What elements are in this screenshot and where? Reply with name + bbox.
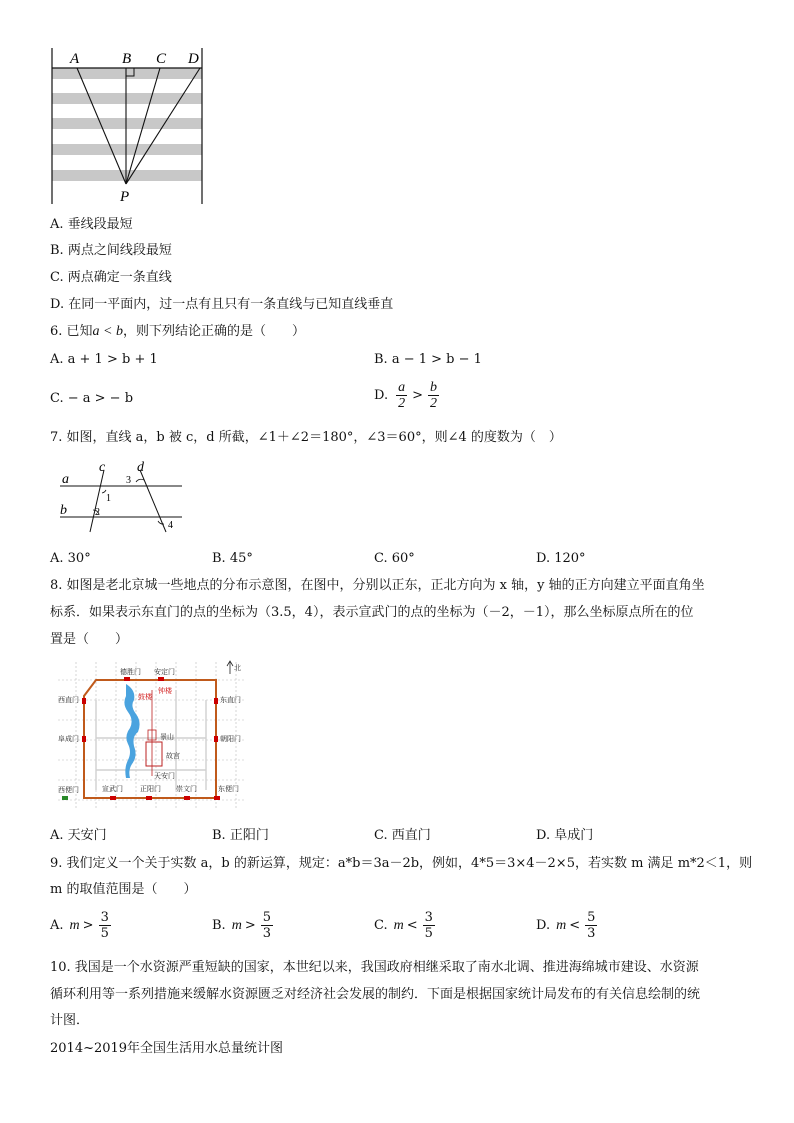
map-label-zhengyangmen: 正阳门 <box>140 785 161 793</box>
label-c: C <box>156 51 167 67</box>
q6-stem <box>50 324 305 340</box>
q5-option-d: D. 在同一平面内，过一点有且只有一条直线与已知直线垂直 <box>50 297 394 312</box>
beijing-map <box>56 660 246 816</box>
q7-option-d: D. 120° <box>536 551 586 566</box>
q7-label-a: a <box>62 472 69 487</box>
label-d: D <box>188 51 199 67</box>
q5-option-a: A. 垂线段最短 <box>50 217 133 232</box>
map-label-xuanwumen: 宣武门 <box>102 785 123 793</box>
map-label-fuchengmen: 阜成门 <box>58 735 79 743</box>
q7-angle-3: 3 <box>126 475 131 486</box>
fraction-numerator: 5 <box>262 910 271 925</box>
map-label-jingshan: 景山 <box>160 733 174 741</box>
q6-stem-suffix: ，则下列结论正确的是（ ） <box>123 324 306 339</box>
q8-option-d: D. 阜成门 <box>536 828 594 843</box>
label-p: P <box>120 189 130 205</box>
label-b: B <box>122 51 132 67</box>
q9-option-c <box>374 910 437 941</box>
q7-figure <box>56 460 186 536</box>
fraction-denominator: 5 <box>424 926 433 941</box>
q9-option-a-fraction <box>99 910 111 941</box>
fraction-denominator: 2 <box>398 396 406 411</box>
map-label-gulou: 鼓楼 <box>138 693 152 701</box>
q7-option-b: B. 45° <box>212 551 253 566</box>
xibianmen-marker <box>62 796 68 800</box>
q9-option-a-var: m <box>69 917 80 933</box>
map-label-north: 北 <box>234 664 241 672</box>
gugong-outline <box>146 742 162 766</box>
q9-option-c-var: m <box>393 917 404 933</box>
q9-option-b-fraction <box>261 910 273 941</box>
q8-option-c: C. 西直门 <box>374 828 431 843</box>
q9-option-a-label: A. <box>50 917 64 933</box>
q6-option-d-label: D. <box>374 387 389 403</box>
q5-option-c: C. 两点确定一条直线 <box>50 270 172 285</box>
q6-stem-var: a < b <box>92 324 123 339</box>
q7-angle-1: 1 <box>106 493 111 504</box>
map-label-chaoyangmen: 朝阳门 <box>220 735 241 743</box>
fraction-numerator: 3 <box>100 910 109 925</box>
fraction-denominator: 5 <box>100 926 109 941</box>
q7-stem: 7. 如图，直线 a，b 被 c，d 所截，∠1＋∠2＝180°，∠3＝60°，则∠4 的度数为（ ） <box>50 430 562 445</box>
map-label-zhonglou: 钟楼 <box>158 687 172 695</box>
q9-option-c-fraction <box>423 910 435 941</box>
q9-option-d-op: < <box>569 917 581 933</box>
q9-option-c-label: C. <box>374 917 388 933</box>
map-label-deshengmen: 德胜门 <box>120 668 141 676</box>
q7-label-d: d <box>137 460 144 475</box>
fraction-numerator: 3 <box>424 910 433 925</box>
map-label-gugong: 故宫 <box>166 752 180 760</box>
map-label-andingmen: 安定门 <box>154 668 175 676</box>
q10-chart-title: 2014~2019年全国生活用水总量统计图 <box>50 1041 284 1056</box>
map-label-xizhimen: 西直门 <box>58 696 79 704</box>
fraction-denominator: 3 <box>587 926 596 941</box>
q8-stem-line2: 标系．如果表示东直门的点的坐标为（3.5，4），表示宣武门的点的坐标为（－2，－1），那么坐标原点所在的位 <box>50 605 694 620</box>
map-label-xibianmen: 西便门 <box>58 786 79 794</box>
q6-option-a: A. a + 1 > b + 1 <box>50 352 158 367</box>
map-label-chongwenmen: 崇文门 <box>176 785 197 793</box>
map-label-tiananmen: 天安门 <box>154 772 175 780</box>
q7-angle-2: 2 <box>95 507 100 518</box>
q7-label-c: c <box>99 460 106 475</box>
q8-option-a: A. 天安门 <box>50 828 107 843</box>
map-label-dongbianmen: 东便门 <box>218 785 239 793</box>
q9-option-d-label: D. <box>536 917 551 933</box>
q9-option-b-var: m <box>231 917 242 933</box>
q9-option-c-op: < <box>406 917 418 933</box>
q6-option-d-operator: > <box>412 387 423 403</box>
q6-stem-prefix: 6. 已知 <box>50 324 93 339</box>
q9-stem-line2: m 的取值范围是（ ） <box>50 882 197 897</box>
q6-fraction-a <box>396 380 407 411</box>
q9-option-b-label: B. <box>212 917 226 933</box>
q8-option-b: B. 正阳门 <box>212 828 269 843</box>
map-label-dongzhimen: 东直门 <box>220 696 241 704</box>
q5-option-b: B. 两点之间线段最短 <box>50 243 172 258</box>
zebra-stripes <box>52 68 202 181</box>
q9-option-a <box>50 910 113 941</box>
fraction-numerator: a <box>398 380 406 395</box>
fraction-denominator: 2 <box>430 396 437 411</box>
q6-option-d <box>374 380 441 411</box>
q10-line2: 循环利用等一系列措施来缓解水资源匮乏对经济社会发展的制约．下面是根据国家统计局发布的有关信息绘制的统 <box>50 987 701 1002</box>
q10-line3: 计图． <box>50 1013 90 1028</box>
q7-angle-4: 4 <box>168 520 173 531</box>
q5-figure <box>48 48 210 206</box>
fraction-numerator: 5 <box>587 910 596 925</box>
q8-stem-line1: 8. 如图是老北京城一些地点的分布示意图，在图中，分别以正东，正北方向为 x 轴，y 轴的正方向建立平面直角坐 <box>50 578 705 593</box>
fraction-numerator: b <box>430 380 437 395</box>
q9-option-d-fraction <box>585 910 597 941</box>
q9-option-b-op: > <box>244 917 256 933</box>
q9-stem-line1: 9. 我们定义一个关于实数 a，b 的新运算，规定：a*b＝3a－2b，例如，4*5＝3×4－2×5，若实数 m 满足 m*2＜1，则 <box>50 856 753 871</box>
label-a: A <box>70 51 80 67</box>
q9-option-a-op: > <box>82 917 94 933</box>
q9-option-d-var: m <box>556 917 567 933</box>
q9-option-d <box>536 910 599 941</box>
q6-fraction-b <box>428 380 439 411</box>
q6-option-c: C. − a > − b <box>50 391 134 406</box>
q7-label-b: b <box>60 503 67 518</box>
fraction-denominator: 3 <box>262 926 271 941</box>
q6-option-b: B. a − 1 > b − 1 <box>374 352 482 367</box>
q9-option-b <box>212 910 275 941</box>
q8-stem-line3: 置是（ ） <box>50 632 129 647</box>
q7-option-a: A. 30° <box>50 551 91 566</box>
q7-option-c: C. 60° <box>374 551 415 566</box>
q10-line1: 10. 我国是一个水资源严重短缺的国家，本世纪以来，我国政府相继采取了南水北调、推进海绵城市建设、水资源 <box>50 960 699 975</box>
